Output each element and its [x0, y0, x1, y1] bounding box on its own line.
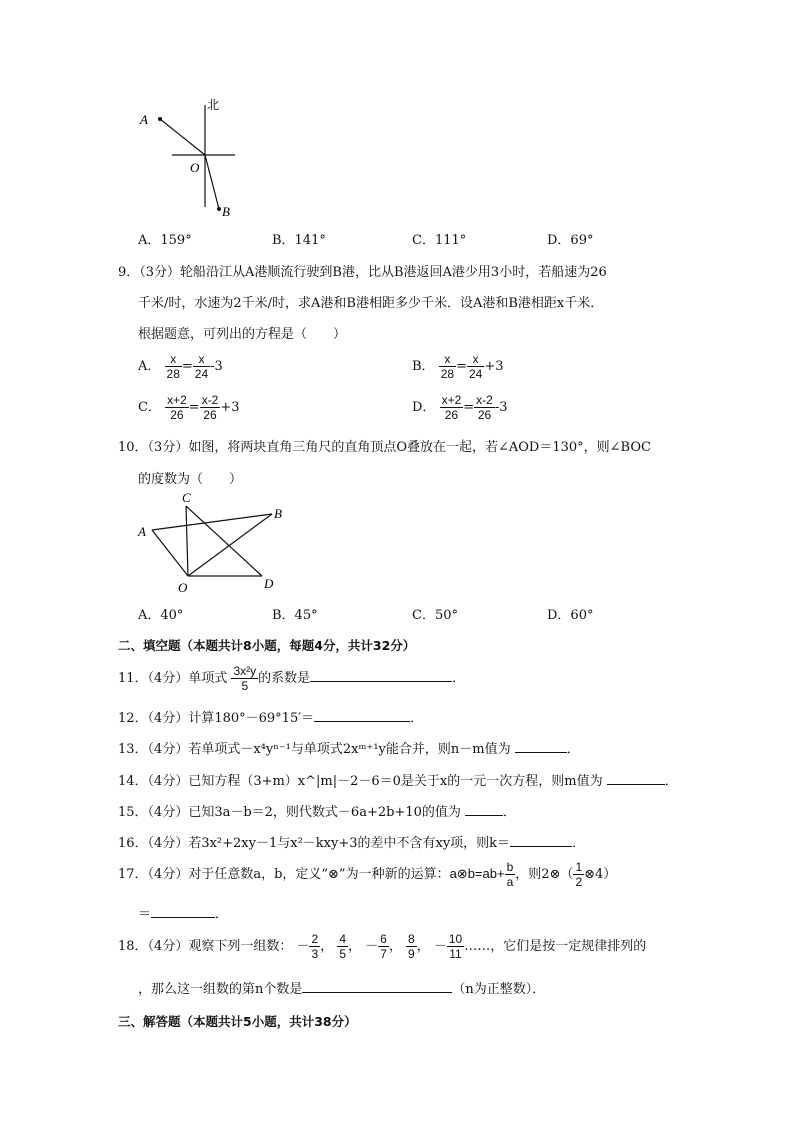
- q8-option-a: A．159°: [138, 233, 192, 248]
- q8-option-b: B．141°: [272, 233, 326, 248]
- q13: 13．（4分）若单项式－x⁴yⁿ⁻¹与单项式2xᵐ⁺¹y能合并，则n－m值为 ．: [118, 742, 580, 757]
- section-3-heading: 三、解答题（本题共计5小题，共计38分）: [118, 1014, 357, 1029]
- q18-answer-blank[interactable]: [302, 980, 452, 993]
- q9-option-c: C． $\frac{x+2}{26}$ = $\frac{x-2}{26}$ +3: [138, 393, 240, 422]
- q12: 12．（4分）计算180°－69°15′＝ ．: [118, 711, 424, 726]
- q18: 18．（4分）观察下列一组数： － $\frac{2}{3}$ ， $\frac{4}{5}$ ， － $\frac{6}{7}$ ， $\frac{8}{9}$ ， － $\frac{10}{11}$ ……，它们是按一定规律排列的: [118, 932, 647, 961]
- q9-stem-line3: 根据题意，可列出的方程是（ ）: [138, 327, 347, 342]
- fig10-a-label: A: [138, 524, 146, 539]
- fig8-a-label: A: [140, 112, 148, 127]
- q16: 16．（4分）若3x²+2xy－1与x²－kxy+3的差中不含有xy项，则k＝ ．: [118, 836, 586, 851]
- q14-answer-blank[interactable]: [607, 772, 665, 785]
- q10-option-c: C．50°: [412, 608, 458, 623]
- q10-option-a: A．40°: [138, 608, 184, 623]
- q9-option-b: B． $\frac{x}{28}$ = $\frac{x}{24}$ +3: [412, 352, 504, 381]
- q17: 17．（4分）对于任意数a，b，定义“⊗”为一种新的运算：a⊗b=ab+ $\frac{b}{a}$ ，则2⊗（ $\frac{1}{2}$ ⊗4）: [118, 860, 617, 889]
- q15: 15．（4分）已知3a－b＝2，则代数式－6a+2b+10的值为 ．: [118, 805, 517, 820]
- q18-term-1: － $\frac{2}{3}$: [296, 932, 319, 961]
- q18-term-5: － $\frac{10}{11}$: [433, 932, 463, 961]
- q10-option-d: D．60°: [547, 608, 594, 623]
- q17-answer-blank[interactable]: [151, 905, 215, 918]
- q8-option-c: C．111°: [412, 233, 467, 248]
- q14: 14．（4分）已知方程（3+m）x^|m|－2－6＝0是关于x的一元一次方程，则m值为 ．: [118, 774, 678, 789]
- fig10-c-label: C: [182, 490, 191, 505]
- section-2-heading: 二、填空题（本题共计8小题，每题4分，共计32分）: [118, 638, 416, 653]
- q18-term-4: $\frac{8}{9}$: [407, 932, 415, 961]
- q9-option-d: D． $\frac{x+2}{26}$ = $\frac{x-2}{26}$ -3: [412, 393, 508, 422]
- fig10-o-label: O: [178, 580, 188, 595]
- fig8-b-label: B: [222, 204, 230, 219]
- q8-option-d: D．69°: [547, 233, 594, 248]
- q18-term-3: － $\frac{6}{7}$: [365, 932, 387, 961]
- q16-answer-blank[interactable]: [510, 834, 572, 847]
- q11-answer-blank[interactable]: [310, 669, 452, 682]
- q18-term-2: $\frac{4}{5}$: [339, 932, 346, 961]
- q17-line2: ＝ ．: [138, 907, 229, 922]
- q10-stem-line1: 10．（3分）如图，将两块直角三角尺的直角顶点O叠放在一起，若∠AOD＝130°，则∠BOC: [118, 440, 651, 455]
- q15-answer-blank[interactable]: [465, 803, 503, 816]
- q8-figure: [130, 95, 250, 225]
- q18-line2: ，那么这一组数的第n个数是 （n为正整数）．: [138, 982, 546, 997]
- q9-stem-line2: 千米/时，水速为2千米/时，求A港和B港相距多少千米．设A港和B港相距x千米．: [138, 296, 604, 311]
- q10-option-b: B．45°: [272, 608, 318, 623]
- q10-stem-line2: 的度数为（ ）: [138, 472, 243, 487]
- fig8-north-label: 北: [207, 98, 220, 112]
- q11: 11．（4分）单项式 $\frac{\text{3x²y}}{5}$ 的系数是 ．: [118, 664, 466, 693]
- q13-answer-blank[interactable]: [515, 740, 567, 753]
- fig10-b-label: B: [274, 506, 282, 521]
- q9-option-a: A． $\frac{x}{28}$ = $\frac{x}{24}$ -3: [138, 352, 223, 381]
- fig10-d-label: D: [264, 576, 274, 591]
- q12-answer-blank[interactable]: [314, 709, 410, 722]
- q9-stem-line1: 9．（3分）轮船沿江从A港顺流行驶到B港，比从B港返回A港少用3小时，若船速为26: [118, 265, 607, 280]
- q10-figure: [132, 488, 292, 596]
- fig8-o-label: O: [190, 160, 200, 175]
